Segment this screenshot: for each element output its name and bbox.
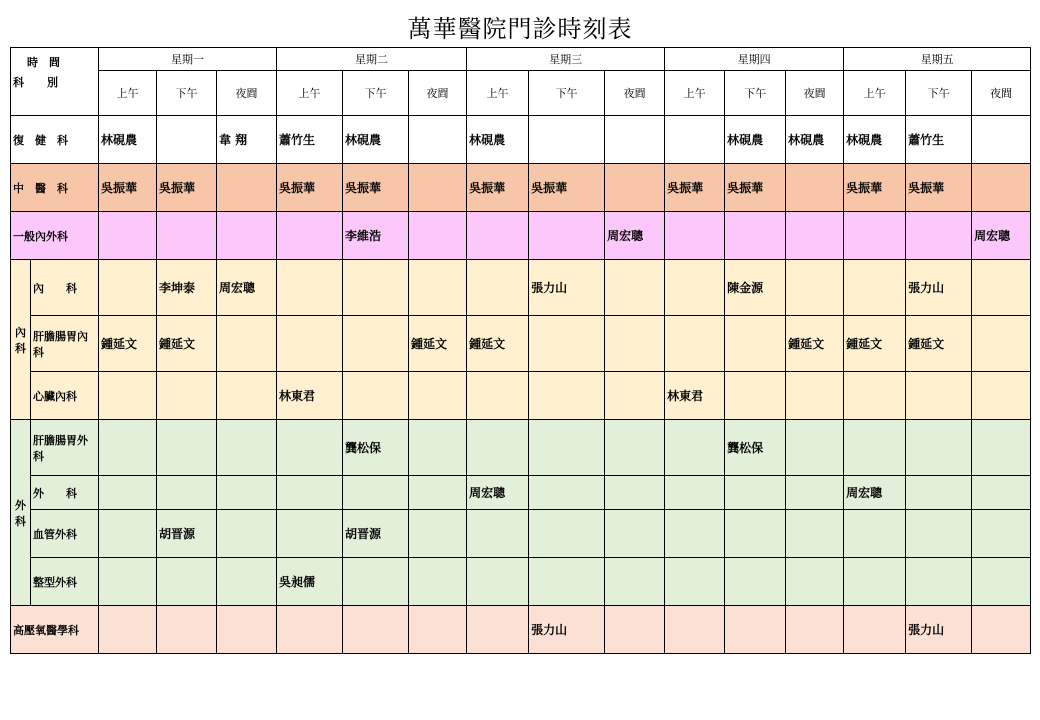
slot-header: 下午: [725, 71, 786, 116]
schedule-cell: [343, 316, 409, 372]
page-title: 萬華醫院門診時刻表: [407, 15, 633, 43]
schedule-cell: [409, 260, 467, 316]
schedule-cell: [99, 510, 157, 558]
schedule-cell: [157, 212, 217, 260]
slot-header: 夜閰: [605, 71, 665, 116]
slot-header: 上午: [467, 71, 529, 116]
schedule-cell: [99, 372, 157, 420]
schedule-cell: [217, 558, 277, 606]
schedule-cell: [605, 606, 665, 654]
schedule-cell: 吳振華: [844, 164, 906, 212]
schedule-cell: [343, 558, 409, 606]
schedule-cell: [99, 420, 157, 476]
schedule-cell: [217, 212, 277, 260]
dept-label: 一般內外科: [11, 212, 99, 260]
schedule-cell: 林硯農: [725, 116, 786, 164]
schedule-cell: 張力山: [529, 260, 605, 316]
corner-other-label: 別: [47, 76, 58, 89]
slot-header: 下午: [343, 71, 409, 116]
schedule-cell: [906, 558, 972, 606]
dept-label: 整型外科: [31, 558, 99, 606]
slot-header: 上午: [844, 71, 906, 116]
schedule-cell: 吳振華: [157, 164, 217, 212]
schedule-cell: [157, 558, 217, 606]
schedule-cell: [786, 606, 844, 654]
schedule-cell: 吳振華: [665, 164, 725, 212]
schedule-cell: 鍾延文: [786, 316, 844, 372]
schedule-cell: [409, 606, 467, 654]
schedule-cell: [343, 260, 409, 316]
schedule-cell: [906, 476, 972, 510]
schedule-cell: [277, 420, 343, 476]
slot-header: 上午: [665, 71, 725, 116]
schedule-cell: [665, 116, 725, 164]
schedule-cell: 周宏聰: [605, 212, 665, 260]
schedule-cell: 張力山: [906, 606, 972, 654]
schedule-cell: [972, 116, 1031, 164]
table-row: [11, 558, 1031, 606]
schedule-cell: 鍾延文: [409, 316, 467, 372]
schedule-cell: [409, 476, 467, 510]
schedule-cell: 張力山: [529, 606, 605, 654]
schedule-cell: [99, 260, 157, 316]
schedule-cell: [409, 558, 467, 606]
schedule-cell: 張力山: [906, 260, 972, 316]
table-row: [11, 420, 1031, 476]
schedule-cell: 周宏聰: [217, 260, 277, 316]
schedule-cell: [786, 372, 844, 420]
dept-label: 肝膽腸胃外 科: [31, 420, 99, 476]
schedule-cell: 鍾延文: [467, 316, 529, 372]
schedule-cell: [99, 606, 157, 654]
slot-header: 夜閰: [972, 71, 1031, 116]
schedule-cell: [467, 606, 529, 654]
table-row: [11, 316, 1031, 372]
day-header: 星期三: [467, 48, 665, 71]
table-row: [11, 164, 1031, 212]
schedule-cell: 吳振華: [906, 164, 972, 212]
schedule-cell: 李坤泰: [157, 260, 217, 316]
schedule-cell: [409, 372, 467, 420]
schedule-cell: [786, 476, 844, 510]
schedule-cell: [605, 260, 665, 316]
schedule-cell: [99, 476, 157, 510]
schedule-cell: 林硯農: [844, 116, 906, 164]
dept-label: 中 醫 科: [11, 164, 99, 212]
schedule-cell: [972, 510, 1031, 558]
dept-label: 內 科: [31, 260, 99, 316]
schedule-cell: [725, 606, 786, 654]
schedule-cell: [409, 212, 467, 260]
schedule-cell: [786, 260, 844, 316]
dept-label: 復 健 科: [11, 116, 99, 164]
schedule-cell: [467, 558, 529, 606]
schedule-cell: [217, 510, 277, 558]
schedule-cell: [409, 164, 467, 212]
slot-header: 夜閰: [786, 71, 844, 116]
day-header: 星期一: [99, 48, 277, 71]
schedule-cell: [343, 476, 409, 510]
schedule-cell: [157, 116, 217, 164]
dept-label: 高壓氧醫學科: [11, 606, 99, 654]
day-header: 星期五: [844, 48, 1031, 71]
schedule-cell: [725, 510, 786, 558]
schedule-cell: [409, 116, 467, 164]
corner-dept-label: 科: [13, 76, 24, 89]
dept-group-label: 外 科: [11, 420, 31, 606]
schedule-cell: [844, 510, 906, 558]
schedule-cell: [217, 476, 277, 510]
slot-header: 上午: [99, 71, 157, 116]
schedule-cell: [972, 476, 1031, 510]
schedule-cell: 吳振華: [343, 164, 409, 212]
schedule-cell: [605, 316, 665, 372]
schedule-cell: [157, 476, 217, 510]
schedule-cell: [277, 212, 343, 260]
schedule-cell: [725, 212, 786, 260]
schedule-cell: [409, 510, 467, 558]
schedule-cell: [467, 212, 529, 260]
schedule-cell: [972, 420, 1031, 476]
schedule-cell: [217, 164, 277, 212]
schedule-cell: 周宏聰: [972, 212, 1031, 260]
schedule-cell: [906, 372, 972, 420]
schedule-cell: [605, 476, 665, 510]
schedule-cell: [529, 420, 605, 476]
dept-label: 血管外科: [31, 510, 99, 558]
slot-header: 下午: [157, 71, 217, 116]
schedule-cell: [467, 510, 529, 558]
schedule-cell: 龔松保: [725, 420, 786, 476]
schedule-cell: [529, 476, 605, 510]
schedule-cell: [725, 316, 786, 372]
schedule-cell: [786, 420, 844, 476]
schedule-cell: [277, 510, 343, 558]
schedule-cell: [529, 212, 605, 260]
schedule-cell: 周宏聰: [844, 476, 906, 510]
schedule-cell: [343, 606, 409, 654]
schedule-cell: [725, 372, 786, 420]
schedule-cell: 陳金源: [725, 260, 786, 316]
schedule-cell: [529, 510, 605, 558]
schedule-cell: 李維浩: [343, 212, 409, 260]
header-corner: [11, 48, 99, 116]
table-row: [11, 116, 1031, 164]
schedule-cell: [99, 212, 157, 260]
schedule-cell: 林硯農: [786, 116, 844, 164]
schedule-cell: [343, 372, 409, 420]
schedule-cell: 吳振華: [467, 164, 529, 212]
schedule-cell: 吳振華: [99, 164, 157, 212]
schedule-cell: [217, 606, 277, 654]
schedule-cell: [409, 420, 467, 476]
schedule-cell: 鍾延文: [844, 316, 906, 372]
slot-header: 夜閰: [217, 71, 277, 116]
dept-label: 外 科: [31, 476, 99, 510]
schedule-cell: 林東君: [277, 372, 343, 420]
day-header: 星期四: [665, 48, 844, 71]
table-row: [11, 606, 1031, 654]
schedule-cell: [844, 372, 906, 420]
schedule-cell: [605, 372, 665, 420]
dept-label: 肝膽腸胃內 科: [31, 316, 99, 372]
schedule-cell: [605, 510, 665, 558]
schedule-cell: [665, 420, 725, 476]
table-row: [11, 212, 1031, 260]
schedule-cell: 林硯農: [99, 116, 157, 164]
schedule-cell: [217, 372, 277, 420]
schedule-cell: 周宏聰: [467, 476, 529, 510]
slot-header: 下午: [906, 71, 972, 116]
schedule-cell: 吳振華: [529, 164, 605, 212]
schedule-cell: [725, 558, 786, 606]
schedule-cell: 鍾延文: [906, 316, 972, 372]
schedule-cell: [605, 116, 665, 164]
schedule-cell: [665, 606, 725, 654]
schedule-cell: [467, 372, 529, 420]
schedule-cell: 吳昶儒: [277, 558, 343, 606]
schedule-cell: 蕭竹生: [906, 116, 972, 164]
schedule-cell: [844, 420, 906, 476]
corner-time-label: 時 閰: [27, 56, 60, 69]
schedule-cell: [786, 164, 844, 212]
schedule-cell: [786, 212, 844, 260]
schedule-cell: 胡晋源: [157, 510, 217, 558]
schedule-cell: [277, 260, 343, 316]
schedule-cell: [972, 316, 1031, 372]
schedule-cell: 吳振華: [725, 164, 786, 212]
schedule-cell: [605, 420, 665, 476]
schedule-cell: [786, 510, 844, 558]
schedule-cell: [972, 260, 1031, 316]
schedule-cell: [844, 260, 906, 316]
schedule-cell: [844, 212, 906, 260]
schedule-cell: [972, 164, 1031, 212]
schedule-cell: [665, 212, 725, 260]
schedule-cell: [99, 558, 157, 606]
table-row: [11, 510, 1031, 558]
schedule-cell: [665, 316, 725, 372]
schedule-cell: [529, 558, 605, 606]
schedule-cell: 胡晋源: [343, 510, 409, 558]
table-row: [11, 476, 1031, 510]
schedule-cell: [844, 558, 906, 606]
schedule-cell: [467, 260, 529, 316]
schedule-cell: [972, 558, 1031, 606]
slot-header: 上午: [277, 71, 343, 116]
slot-header: 夜閰: [409, 71, 467, 116]
schedule-cell: [665, 260, 725, 316]
schedule-cell: [157, 606, 217, 654]
schedule-cell: 龔松保: [343, 420, 409, 476]
dept-group-label: 內 科: [11, 260, 31, 420]
schedule-cell: [467, 420, 529, 476]
dept-label: 心臟內科: [31, 372, 99, 420]
schedule-cell: [906, 510, 972, 558]
schedule-cell: [529, 372, 605, 420]
schedule-cell: [844, 606, 906, 654]
table-row: [11, 260, 1031, 316]
schedule-cell: 林硯農: [467, 116, 529, 164]
schedule-cell: 鍾延文: [157, 316, 217, 372]
schedule-cell: 林硯農: [343, 116, 409, 164]
schedule-cell: [529, 116, 605, 164]
schedule-cell: [665, 476, 725, 510]
schedule-cell: [972, 372, 1031, 420]
schedule-cell: [157, 420, 217, 476]
schedule-cell: [605, 558, 665, 606]
schedule-cell: [972, 606, 1031, 654]
slot-header: 下午: [529, 71, 605, 116]
day-header: 星期二: [277, 48, 467, 71]
schedule-cell: [157, 372, 217, 420]
schedule-cell: [277, 316, 343, 372]
schedule-cell: [605, 164, 665, 212]
table-row: [11, 372, 1031, 420]
schedule-cell: [277, 606, 343, 654]
schedule-cell: [906, 212, 972, 260]
schedule-cell: [665, 558, 725, 606]
schedule-cell: [665, 510, 725, 558]
schedule-cell: [529, 316, 605, 372]
schedule-cell: [725, 476, 786, 510]
schedule-cell: 蕭竹生: [277, 116, 343, 164]
schedule-cell: [786, 558, 844, 606]
schedule-cell: [217, 420, 277, 476]
clinic-schedule-table: [10, 47, 1031, 654]
schedule-cell: [217, 316, 277, 372]
schedule-cell: 韋 翔: [217, 116, 277, 164]
schedule-cell: [906, 420, 972, 476]
schedule-cell: 鍾延文: [99, 316, 157, 372]
schedule-cell: 吳振華: [277, 164, 343, 212]
schedule-cell: 林東君: [665, 372, 725, 420]
schedule-cell: [277, 476, 343, 510]
